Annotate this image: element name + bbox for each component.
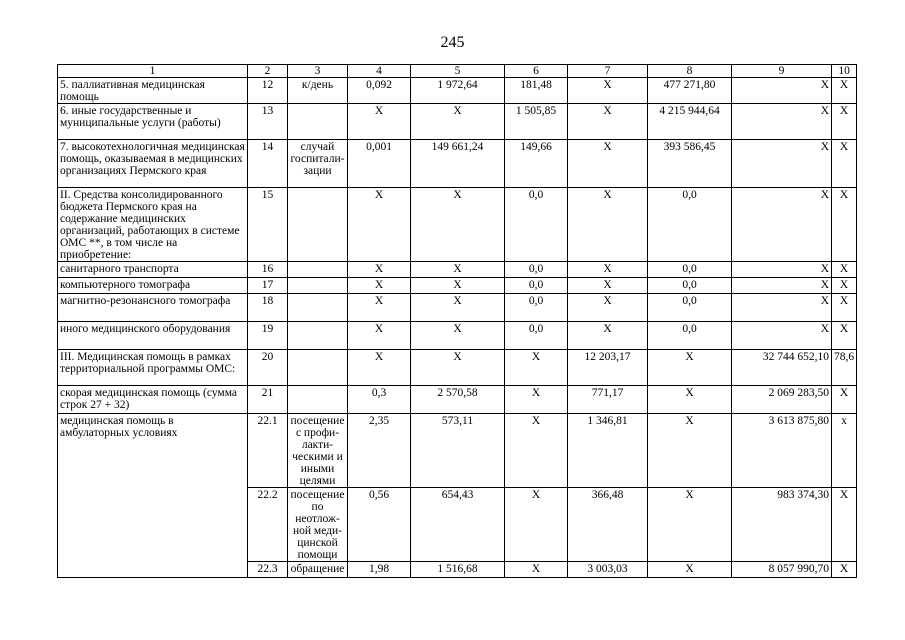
row-name-cell: 6. иные государственные и муниципальные услуги (работы) xyxy=(58,104,248,140)
row-code-cell: 15 xyxy=(248,188,288,262)
value-cell: Х xyxy=(568,140,648,188)
table-row xyxy=(58,262,857,278)
value-cell: Х xyxy=(411,262,505,278)
unit-cell: случай госпитали-зации xyxy=(288,140,348,188)
value-cell: 32 744 652,10 xyxy=(732,350,832,386)
header-cell: 3 xyxy=(288,65,348,78)
header-cell: 5 xyxy=(411,65,505,78)
row-name-cell: 7. высокотехнологичная медицинская помощь, оказываемая в медицинских организациях Пермского края xyxy=(58,140,248,188)
value-cell: Х xyxy=(411,278,505,294)
value-cell: 149,66 xyxy=(505,140,568,188)
table-row xyxy=(58,140,857,188)
value-cell: Х xyxy=(732,104,832,140)
value-cell: 0,0 xyxy=(505,278,568,294)
value-cell: Х xyxy=(348,278,411,294)
row-name-cell: компьютерного томографа xyxy=(58,278,248,294)
value-cell: Х xyxy=(732,78,832,104)
value-cell: Х xyxy=(505,562,568,578)
value-cell: Х xyxy=(832,78,857,104)
value-cell: 3 613 875,80 xyxy=(732,414,832,488)
unit-cell xyxy=(288,322,348,350)
value-cell: Х xyxy=(348,294,411,322)
value-cell: 8 057 990,70 xyxy=(732,562,832,578)
value-cell: 181,48 xyxy=(505,78,568,104)
header-cell: 10 xyxy=(832,65,857,78)
value-cell: 0,3 xyxy=(348,386,411,414)
value-cell: Х xyxy=(348,104,411,140)
table-row xyxy=(58,104,857,140)
value-cell: Х xyxy=(832,104,857,140)
value-cell: Х xyxy=(568,322,648,350)
header-cell: 9 xyxy=(732,65,832,78)
row-name-cell: магнитно-резонансного томографа xyxy=(58,294,248,322)
value-cell: Х xyxy=(348,188,411,262)
value-cell: 477 271,80 xyxy=(648,78,732,104)
row-code-cell: 14 xyxy=(248,140,288,188)
unit-cell: обращение xyxy=(288,562,348,578)
value-cell: х xyxy=(832,414,857,488)
value-cell: Х xyxy=(732,322,832,350)
value-cell: Х xyxy=(832,262,857,278)
value-cell: 0,0 xyxy=(648,322,732,350)
table-row xyxy=(58,294,857,322)
header-cell: 4 xyxy=(348,65,411,78)
value-cell: Х xyxy=(348,322,411,350)
value-cell: Х xyxy=(732,294,832,322)
value-cell: Х xyxy=(832,278,857,294)
value-cell: 654,43 xyxy=(411,488,505,562)
value-cell: 1 505,85 xyxy=(505,104,568,140)
value-cell: 393 586,45 xyxy=(648,140,732,188)
row-name-cell: санитарного транспорта xyxy=(58,262,248,278)
value-cell: 1 516,68 xyxy=(411,562,505,578)
value-cell: Х xyxy=(832,488,857,562)
value-cell: Х xyxy=(832,386,857,414)
value-cell: 0,56 xyxy=(348,488,411,562)
value-cell: 12 203,17 xyxy=(568,350,648,386)
table-row xyxy=(58,386,857,414)
value-cell: Х xyxy=(832,562,857,578)
value-cell: Х xyxy=(732,278,832,294)
value-cell: Х xyxy=(411,294,505,322)
header-cell: 1 xyxy=(58,65,248,78)
value-cell: Х xyxy=(568,278,648,294)
value-cell: Х xyxy=(411,104,505,140)
value-cell: 2 069 283,50 xyxy=(732,386,832,414)
row-code-cell: 22.3 xyxy=(248,562,288,578)
row-code-cell: 17 xyxy=(248,278,288,294)
value-cell: Х xyxy=(568,104,648,140)
row-name-cell: 5. паллиативная медицинская помощь xyxy=(58,78,248,104)
unit-cell xyxy=(288,262,348,278)
table-row xyxy=(58,278,857,294)
row-code-cell: 12 xyxy=(248,78,288,104)
value-cell: 573,11 xyxy=(411,414,505,488)
table-row xyxy=(58,188,857,262)
row-code-cell: 13 xyxy=(248,104,288,140)
page-number: 245 xyxy=(440,34,465,51)
value-cell: Х xyxy=(648,350,732,386)
value-cell: Х xyxy=(411,188,505,262)
value-cell: 2 570,58 xyxy=(411,386,505,414)
value-cell: 0,0 xyxy=(505,188,568,262)
value-cell: 4 215 944,64 xyxy=(648,104,732,140)
value-cell: Х xyxy=(505,488,568,562)
value-cell: 1 972,64 xyxy=(411,78,505,104)
table-row xyxy=(58,78,857,104)
value-cell: 0,0 xyxy=(648,188,732,262)
value-cell: Х xyxy=(832,322,857,350)
row-name-cell: иного медицинского оборудования xyxy=(58,322,248,350)
value-cell: Х xyxy=(505,386,568,414)
value-cell: 0,0 xyxy=(648,262,732,278)
value-cell: 1 346,81 xyxy=(568,414,648,488)
unit-cell xyxy=(288,188,348,262)
row-code-cell: 22.2 xyxy=(248,488,288,562)
value-cell: Х xyxy=(732,188,832,262)
value-cell: 366,48 xyxy=(568,488,648,562)
value-cell: Х xyxy=(832,188,857,262)
table-row xyxy=(58,350,857,386)
unit-cell: к/день xyxy=(288,78,348,104)
value-cell: Х xyxy=(648,562,732,578)
unit-cell xyxy=(288,278,348,294)
value-cell: 771,17 xyxy=(568,386,648,414)
unit-cell xyxy=(288,350,348,386)
value-cell: Х xyxy=(732,140,832,188)
row-name-cell: III. Медицинская помощь в рамках территориальной программы ОМС: xyxy=(58,350,248,386)
value-cell: 0,001 xyxy=(348,140,411,188)
value-cell: 0,0 xyxy=(505,294,568,322)
table-row xyxy=(58,322,857,350)
value-cell: Х xyxy=(568,262,648,278)
value-cell: 0,0 xyxy=(648,294,732,322)
unit-cell xyxy=(288,386,348,414)
value-cell: 78,6 xyxy=(832,350,857,386)
value-cell: Х xyxy=(568,78,648,104)
value-cell: Х xyxy=(648,386,732,414)
header-cell: 7 xyxy=(568,65,648,78)
value-cell: 0,092 xyxy=(348,78,411,104)
row-name-cell: II. Средства консолидированного бюджета Пермского края на содержание медицинских организаций, работающих в системе ОМС **, в том числе на приобретение: xyxy=(58,188,248,262)
value-cell: Х xyxy=(411,350,505,386)
row-code-cell: 16 xyxy=(248,262,288,278)
table-row xyxy=(58,414,857,488)
row-code-cell: 22.1 xyxy=(248,414,288,488)
unit-cell xyxy=(288,104,348,140)
value-cell: Х xyxy=(348,262,411,278)
row-code-cell: 21 xyxy=(248,386,288,414)
row-code-cell: 20 xyxy=(248,350,288,386)
row-name-cell: скорая медицинская помощь (сумма строк 27 + 32) xyxy=(58,386,248,414)
value-cell: 0,0 xyxy=(505,262,568,278)
unit-cell: посещение по неотлож-ной меди-цинской помощи xyxy=(288,488,348,562)
row-name-cell: медицинская помощь в амбулаторных условиях xyxy=(58,414,248,578)
header-cell: 6 xyxy=(505,65,568,78)
value-cell: Х xyxy=(832,294,857,322)
row-code-cell: 19 xyxy=(248,322,288,350)
value-cell: Х xyxy=(505,350,568,386)
value-cell: 983 374,30 xyxy=(732,488,832,562)
budget-table xyxy=(57,64,857,578)
header-row xyxy=(58,65,857,78)
value-cell: Х xyxy=(505,414,568,488)
value-cell: Х xyxy=(648,488,732,562)
row-code-cell: 18 xyxy=(248,294,288,322)
value-cell: 2,35 xyxy=(348,414,411,488)
value-cell: Х xyxy=(732,262,832,278)
value-cell: 0,0 xyxy=(648,278,732,294)
value-cell: Х xyxy=(411,322,505,350)
value-cell: Х xyxy=(832,140,857,188)
value-cell: Х xyxy=(648,414,732,488)
unit-cell xyxy=(288,294,348,322)
value-cell: Х xyxy=(568,188,648,262)
value-cell: Х xyxy=(348,350,411,386)
header-cell: 8 xyxy=(648,65,732,78)
value-cell: 149 661,24 xyxy=(411,140,505,188)
header-cell: 2 xyxy=(248,65,288,78)
value-cell: 1,98 xyxy=(348,562,411,578)
unit-cell: посещение с профи-лакти-ческими и иными целями xyxy=(288,414,348,488)
value-cell: 0,0 xyxy=(505,322,568,350)
value-cell: Х xyxy=(568,294,648,322)
value-cell: 3 003,03 xyxy=(568,562,648,578)
